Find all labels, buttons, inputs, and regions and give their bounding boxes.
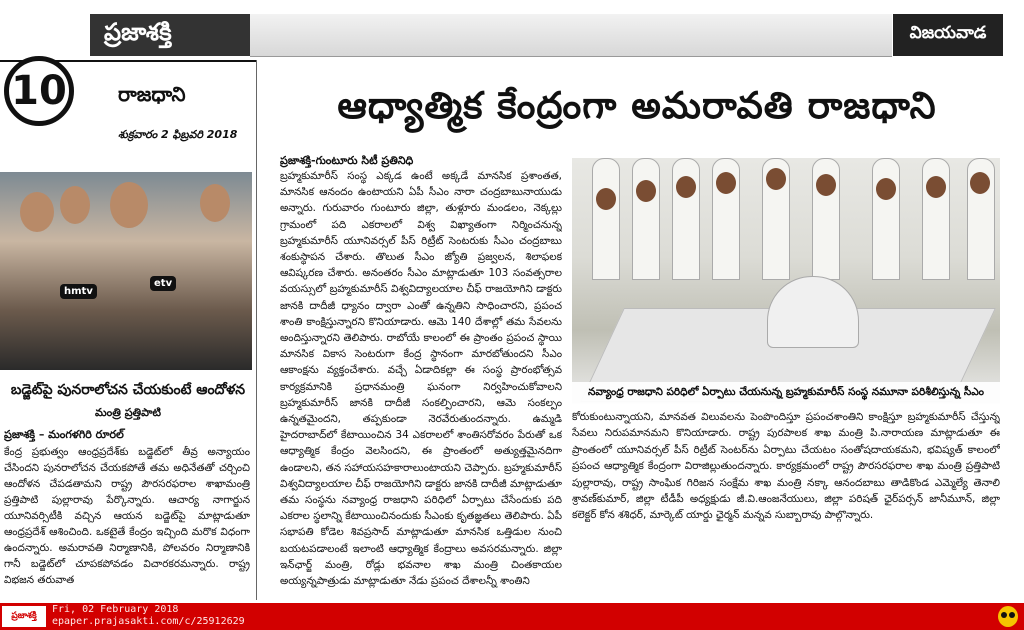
face-shape — [20, 192, 54, 232]
main-story-column-2: కోరుకుంటున్నాయని, మానవత విలువలను పెంపొందిస్తూ ప్రపంచశాంతిని కాంక్షిస్తూ బ్రహ్మకుమారీస్ చేస్తున్న సేవలు నిరుపమానమని కొనియాడారు. రాష్ట్ర పురపాలక శాఖ మంత్రి పి.నారాయణ మాట్లాడుతూ ఈ ప్రాంతంలో యూనివర్సల్ పీస్ రిట్రీట్ సెంటర్‌ను ఏర్పాటు చేయటం సంతోషదాయకమని, భవిష్యత్ కాలంలో ప్రపంచ ఆధ్యాత్మిక కేంద్రంగా విరాజిల్లుతుందన్నారు. కార్యక్రమంలో రాష్ట్ర పౌరసరఫరాల శాఖ మంత్రి ప్రత్తిపాటి పుల్లారావు, రాష్ట్ర సాంఘిక గిరిజన సంక్షేమ శాఖ మంత్రి నక్కా ఆనందబాబు తాడికొండ ఎమ్మెల్యే తెనాలి శ్రావణ్‌కుమార్, జిల్లా టీడీపీ అధ్యక్షుడు జీ.వి.ఆంజనేయులు, జిల్లా పరిషత్ ఛైర్‌పర్సన్ జానీమూన్, జిల్లా కలెక్టర్ కోన శశిధర్, మార్కెట్ యార్డు ఛైర్మన్ మన్నవ సుబ్బారావు పాల్గొన్నారు. — [572, 411, 1000, 522]
head-shape — [970, 172, 990, 194]
face-shape — [200, 184, 230, 222]
head-shape — [876, 178, 896, 200]
column-divider — [256, 60, 257, 600]
page-number: 10 — [4, 56, 74, 126]
left-story-dateline: ప్రజాశక్తి – మంగళగిరి రూరల్ — [4, 428, 124, 441]
head-shape — [636, 180, 656, 202]
main-story-column-1: బ్రహ్మకుమారీస్ సంస్థ ఎక్కడ ఉంటే అక్కడే మానసిక ప్రశాంతత, మానసిక ఆనందం ఉంటాయని ఏపీ సీఎం నారా చంద్రబాబునాయుడు అన్నారు. గురువారం గుంటూరు జిల్లా, తుళ్లూరు మండలం, నెక్కల్లు గ్రామంలో పది ఎకరాలలో విశ్వ విఖ్యాతంగా నిర్మించనున్న బ్రహ్మకుమారీస్ యూనివర్సల్ పీస్ రిట్రీట్ సెంటరుకు సీఎం చంద్రబాబు శంకుస్థాపన చేశారు. తొలుత సీఎం జ్యోతి ప్రజ్వలన, శిలాఫలక ఆవిష్కరణ చేశారు. అనంతరం సీఎం మాట్లాడుతూ 103 సంవత్సరాల వయస్సులో బ్రహ్మకుమారీస్ విశ్వవిద్యాలయాల చీఫ్ రాజయోగిని డాక్టరు జానకి దాదీజీ ధ్యానం ద్వారా ఎంతో ఉన్నతిని సాధించారని, ప్రపంచ శాంతి కాంక్షిస్తున్నారని కొనియాడారు. ఆమె 140 దేశాల్లో తమ సేవలను అందిస్తున్నారని తెలిపారు. రాబోయే కాలంలో ఈ ప్రాంతం ప్రపంచ స్థాయి మానసిక వికాస సెంటరుగా కేంద్ర స్థానంగా మారబోతుందని సీఎం ఆకాంక్షను వ్యక్తంచేశారు. వచ్చే ఏడాదికల్లా ఈ సంస్థ ప్రారంభోత్సవ కార్యక్రమానికి ప్రధానమంత్రి ఘనంగా నిర్వహించుకోవాలని బ్రహ్మకుమారీస్ జానకి దాదీజీ సంకల్పించారని, ఆమె సంకల్పం ఉన్నతమైందని, తప్పకుండా నెరవేరుతుందన్నారు. ఉమ్మడి హైదరాబాద్‌లో కేటాయించిన 34 ఎకరాలలో శాంతిసరోవరం పేరుతో ఒక ఆధ్యాత్మిక కేంద్రం వెలసిందని, ఈ ప్రాంతంలో అత్యుత్తమైనదిగా ఉండాలని, తన సహాయసహకారాలుంటాయని చెప్పారు. బ్రహ్మకుమారీస్ విశ్వవిద్యాలయాల చీఫ్ రాజయోగిని డాక్టరు జానకి దాదీజీ మాట్లాడుతూ తమ సంస్థను నవ్యాంధ్ర రాజధాని పరిధిలో ఏర్పాటు చేసేందుకు పది ఎకరాల స్థలాన్ని కేటాయించినందుకు సీఎంకు కృతజ్ఞతలు తెలిపారు. ఏపీ సభాపతి కోడెల శివప్రసాద్ మాట్లాడుతూ మానసిక ఒత్తిడుల నుంచి బయటపడాలంటే ఇలాంటి ఆధ్యాత్మిక కేంద్రాలు అవసరమన్నారు. జిల్లా ఇన్‌ఛార్జ్ మంత్రి, రోడ్లు భవనాల శాఖ మంత్రి చింతకాయల అయ్యన్నపాత్రుడు మాట్లాడుతూ నేడు ప్రపంచ దేశాలన్నీ శాంతిని — [280, 170, 562, 588]
head-shape — [716, 172, 736, 194]
head-shape — [816, 174, 836, 196]
issue-date: శుక్రవారం 2 ఫిబ్రవరి 2018 — [118, 128, 238, 141]
head-shape — [926, 176, 946, 198]
page-header — [0, 0, 1024, 60]
edition-badge[interactable]: విజయవాడ — [893, 14, 1003, 56]
head-shape — [596, 188, 616, 210]
header-bar — [250, 14, 892, 57]
left-story-body: కేంద్ర ప్రభుత్వం ఆంధ్రప్రదేశ్‌కు బడ్జెట్‌లో తీవ్ర అన్యాయం చేసిందని పునరాలోచన చేయకపోతే తమ అధినేతతో చర్చించి ఆందోళన చేపడతామని రాష్ట్ర పౌరసరఫరాల శాఖామంత్రి ప్రత్తిపాటి పుల్లారావు పేర్కొన్నారు. ఆచార్య నాగార్జున యూనివర్సిటీకి వచ్చిన ఆయన బడ్జెట్‌పై మాట్లాడుతూ ఆంధ్రప్రదేశ్ ఆశించింది. ఒకటైతే కేంద్రం ఇచ్చింది మరొక విధంగా ఉందన్నారు. అమరావతి నిర్మాణానికి, పోలవరం నిర్మాణానికి గానీ బడ్జెట్‌లో చూపకపోవడం విచారకరమన్నారు. రాష్ట్ర విభజన తరువాత — [4, 446, 250, 586]
main-headline[interactable]: ఆధ్యాత్మిక కేంద్రంగా అమరావతి రాజధాని — [337, 84, 937, 127]
face-shape — [60, 186, 90, 224]
head-shape — [766, 168, 786, 190]
section-title: రాజధాని — [118, 82, 186, 106]
photo-caption: నవ్యాంధ్ర రాజధాని పరిధిలో ఏర్పాటు చేయనున్న బ్రహ్మకుమారీస్ సంస్థ నమూనా పరిశీలిస్తున్న సీఎం — [572, 382, 1000, 404]
model-dome — [767, 276, 859, 348]
person-shape — [872, 158, 900, 280]
epaper-footer — [0, 603, 1024, 630]
masthead-title[interactable]: ప్రజాశక్తి — [90, 14, 250, 56]
footer-logo[interactable]: ప్రజాశక్తి — [2, 606, 46, 627]
person-shape — [632, 158, 660, 280]
cm-model-inspection-photo[interactable] — [572, 158, 1000, 404]
owl-icon[interactable] — [998, 606, 1018, 627]
microphone-icon: hmtv — [60, 284, 97, 299]
left-story-headline[interactable]: బడ్జెట్‌పై పునరాలోచన చేయకుంటే ఆందోళన — [10, 382, 246, 398]
microphone-icon: etv — [150, 276, 176, 291]
face-shape — [110, 182, 148, 228]
left-story-byline: మంత్రి ప్రత్తిపాటి — [95, 406, 161, 419]
person-shape — [592, 158, 620, 280]
footer-date: Fri, 02 February 2018 — [52, 604, 179, 615]
footer-url[interactable]: epaper.prajasakti.com/c/25912629 — [52, 616, 245, 627]
head-shape — [676, 176, 696, 198]
main-story-byline: ప్రజాశక్తి-గుంటూరు సిటీ ప్రతినిధి — [280, 154, 414, 167]
minister-press-photo[interactable] — [0, 172, 252, 370]
